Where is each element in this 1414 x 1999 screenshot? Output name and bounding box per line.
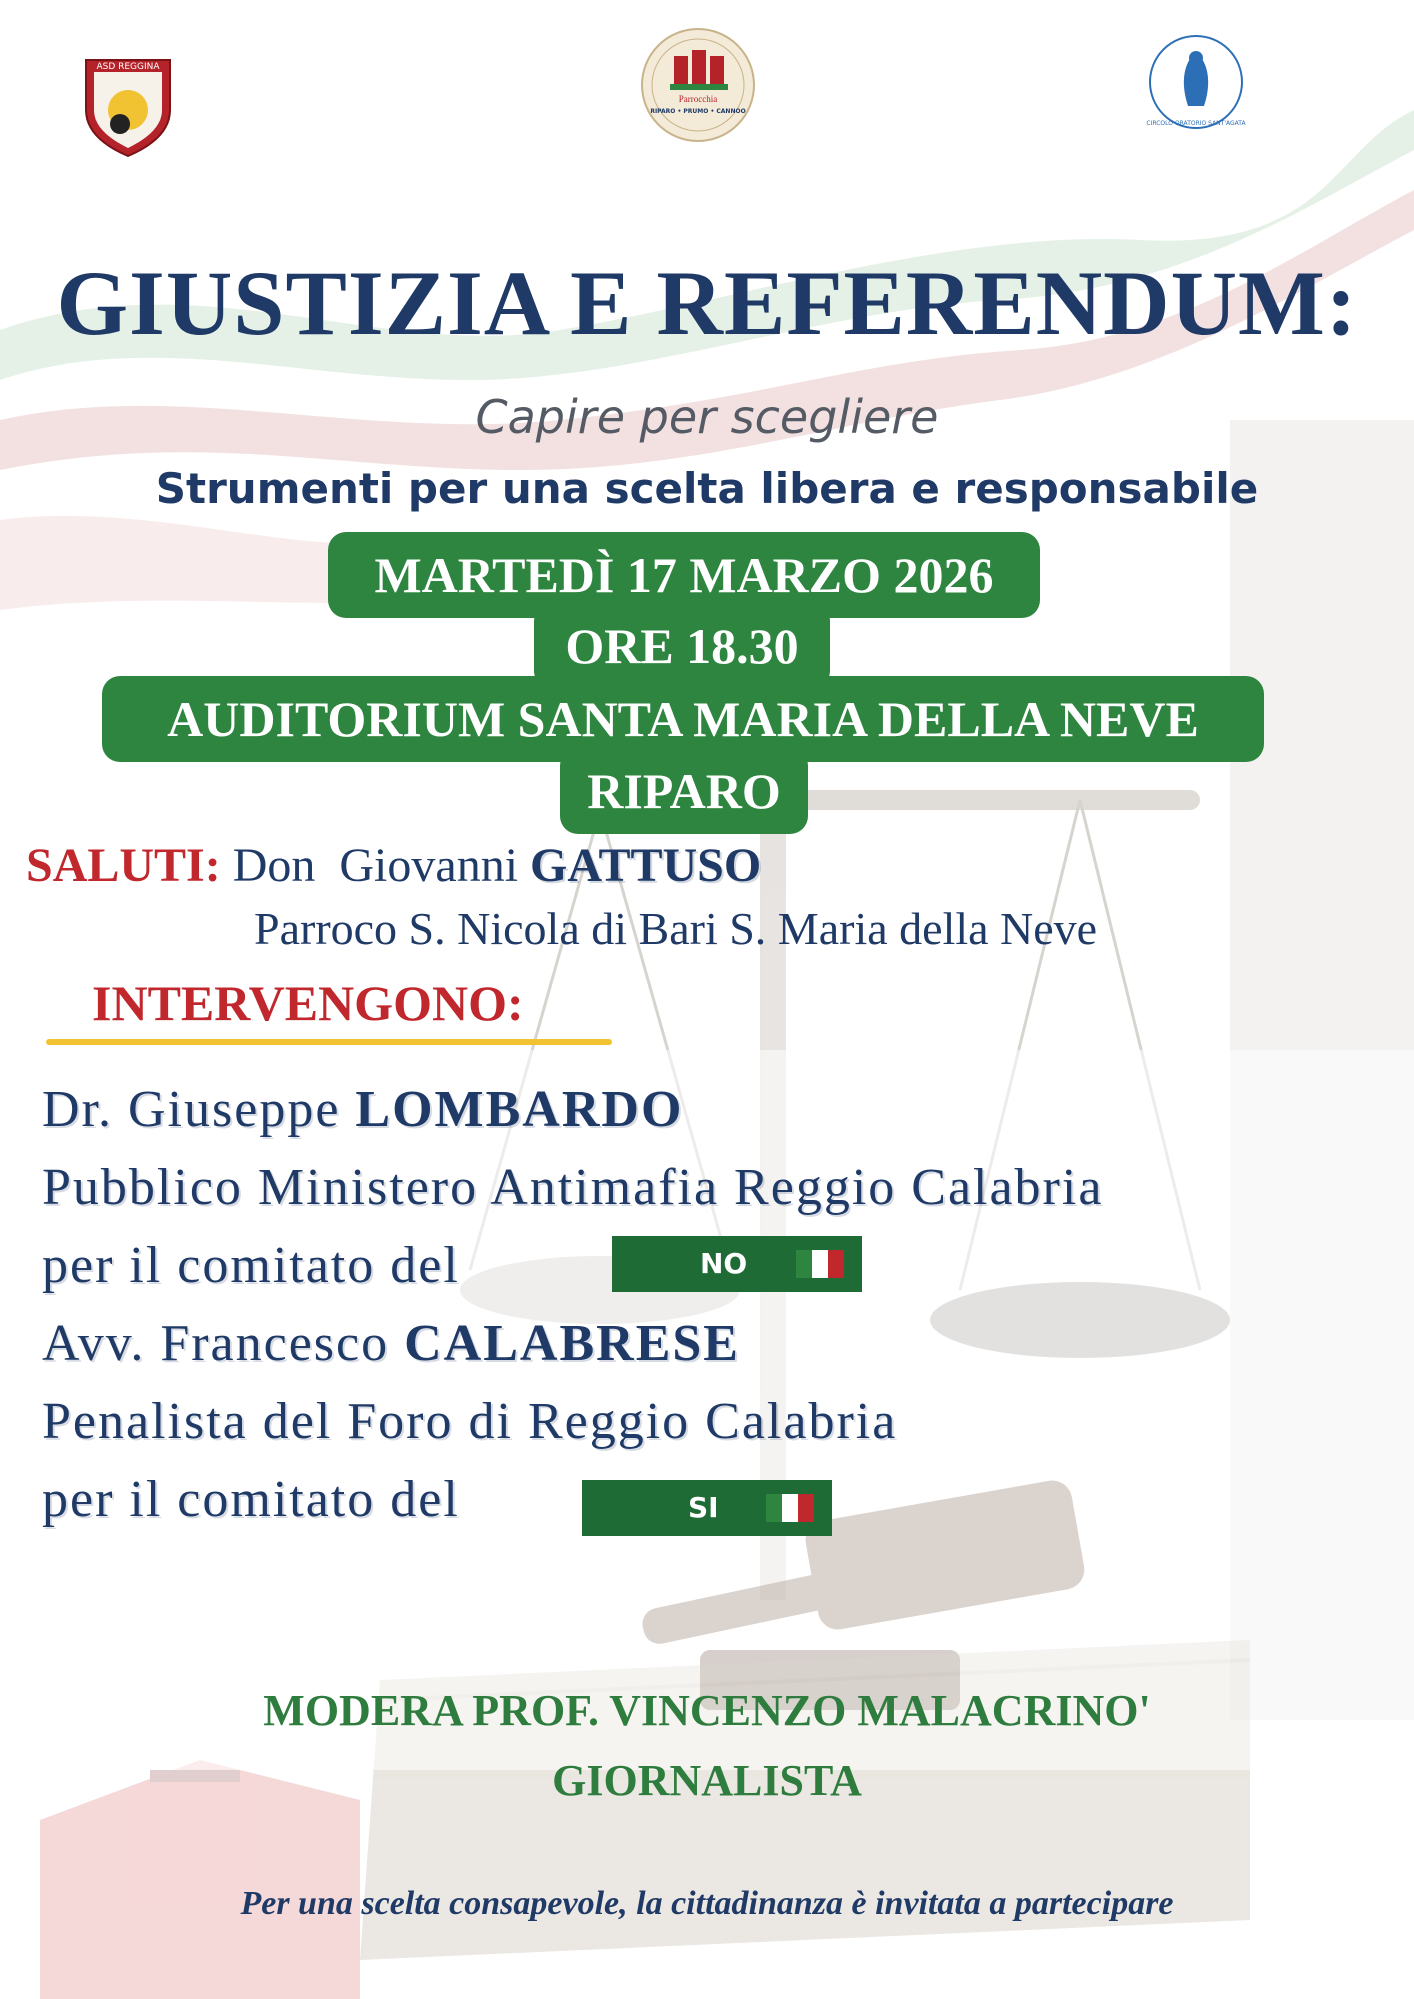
- speaker-2-role: Penalista del Foro di Reggio Calabria: [42, 1393, 898, 1450]
- moderator-block: [0, 1676, 1414, 1816]
- footer-invitation: Per una scelta consapevole, la cittadinanza è invitata a partecipare: [240, 1885, 1174, 1922]
- logo-center-text: Parrocchia: [678, 94, 718, 104]
- vote-si-label: SI: [688, 1491, 719, 1524]
- tagline: Strumenti per una scelta libera e responsabile: [155, 464, 1259, 513]
- italian-flag-icon: [766, 1494, 814, 1522]
- speaker-2-name: [42, 1314, 740, 1373]
- speaker-2-prefix: Avv. Francesco: [42, 1315, 390, 1372]
- shield-logo-icon: [82, 54, 174, 158]
- subtitle: Capire per scegliere: [475, 390, 939, 444]
- speaker-1-surname: LOMBARDO: [355, 1081, 684, 1138]
- oratorio-logo-icon: [1146, 32, 1246, 132]
- speaker-1-role: Pubblico Ministero Antimafia Reggio Calabria: [42, 1159, 1104, 1216]
- event-place: RIPARO: [560, 748, 808, 834]
- speaker-2-surname: CALABRESE: [404, 1315, 740, 1372]
- page-title: GIUSTIZIA E REFERENDUM:: [56, 252, 1358, 354]
- speaker-1-name: [42, 1080, 683, 1139]
- heading-underline: [46, 1039, 612, 1045]
- logo-right-text: CIRCOLO ORATORIO SANT'AGATA: [1146, 120, 1246, 127]
- speaker-1-prefix: Dr. Giuseppe: [42, 1081, 341, 1138]
- speaker-1-committee: per il comitato del: [42, 1237, 460, 1294]
- speaker-2-committee: per il comitato del: [42, 1471, 460, 1528]
- event-time: ORE 18.30: [534, 603, 830, 689]
- greetings-role: Parroco S. Nicola di Bari S. Maria della Neve: [254, 903, 1098, 954]
- speakers-heading: INTERVENGONO:: [92, 975, 524, 1031]
- greetings-line: [26, 838, 761, 893]
- italian-flag-icon: [796, 1250, 844, 1278]
- logo-left-text: ASD REGGINA: [96, 62, 160, 72]
- parish-seal-icon: [640, 26, 756, 144]
- vote-no-label: NO: [700, 1247, 748, 1280]
- logo-right: [1146, 32, 1246, 132]
- moderator-role: GIORNALISTA: [552, 1756, 862, 1805]
- event-date: MARTEDÌ 17 MARZO 2026: [328, 532, 1040, 618]
- logo-left: [82, 54, 174, 158]
- logo-center-sub: RIPARO • PRUMO • CANNOO: [650, 108, 746, 115]
- logo-center: [640, 26, 756, 144]
- vote-badge-si: [582, 1480, 832, 1536]
- moderator-line: MODERA PROF. VINCENZO MALACRINO': [263, 1686, 1151, 1735]
- vote-badge-no: [612, 1236, 862, 1292]
- greetings-prefix: Don Giovanni: [232, 839, 519, 892]
- event-venue: AUDITORIUM SANTA MARIA DELLA NEVE: [102, 676, 1264, 762]
- greetings-label: SALUTI:: [26, 839, 221, 892]
- greetings-surname: GATTUSO: [530, 839, 762, 892]
